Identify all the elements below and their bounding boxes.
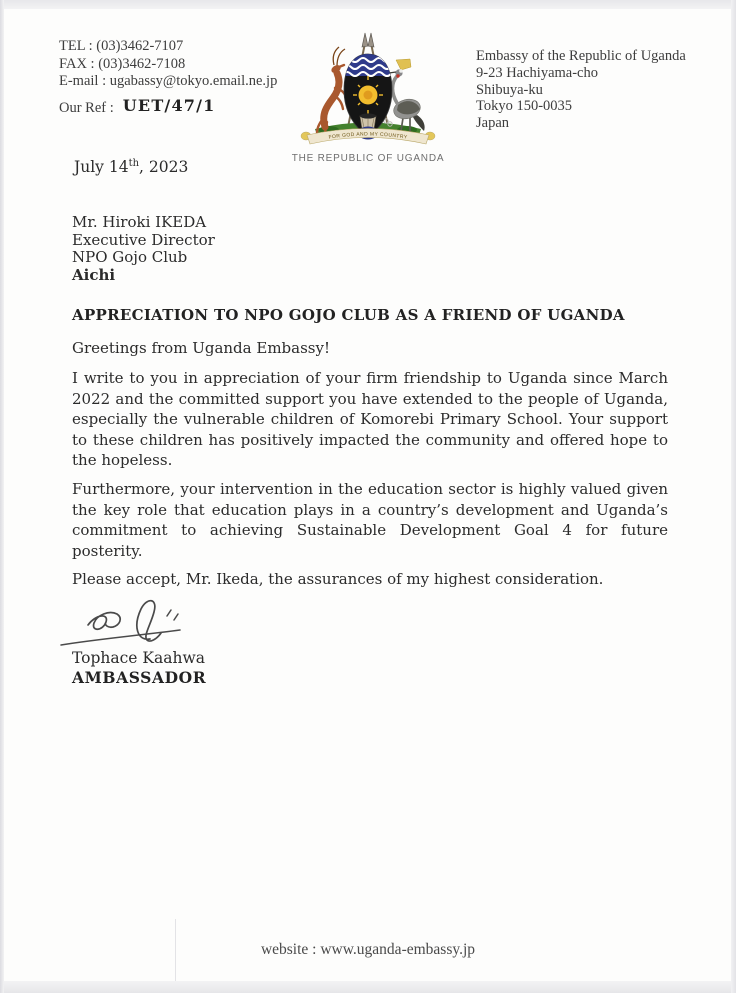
ref-number: UET/47/1 (122, 96, 216, 115)
embassy-address-block (476, 48, 686, 132)
date-day: July 14 (74, 158, 129, 177)
coat-of-arms-icon (289, 32, 447, 145)
tel-line: TEL : (03)3462-7107 (59, 38, 184, 54)
email-line: E-mail : ugabassy@tokyo.email.ne.jp (59, 73, 278, 89)
ref-label: Our Ref : (59, 100, 114, 116)
body-paragraph: I write to you in appreciation of your firm friendship to Uganda since March 2022 and the committed support you have extended to the people of Uganda, especially the vulnerable children of Komorebi Primary School. Your support to these children has positively impacted the community and offered hope to the hopeless. (72, 369, 668, 470)
republic-label: THE REPUBLIC OF UGANDA (291, 153, 445, 164)
body-paragraph: Please accept, Mr. Ikeda, the assurances of my highest consideration. (72, 570, 604, 589)
uganda-coat-of-arms (284, 32, 452, 164)
reference-row (59, 96, 216, 117)
fax-line: FAX : (03)3462-7108 (59, 55, 186, 72)
signature-block (58, 594, 206, 687)
subject-line: APPRECIATION TO NPO GOJO CLUB AS A FRIEND OF UGANDA (72, 306, 625, 324)
motto-text: FOR GOD AND MY COUNTRY (328, 131, 408, 141)
address-line: Embassy of the Republic of Uganda (476, 48, 686, 64)
address-line: Tokyo 150-0035 (476, 98, 573, 115)
address-line: 9-23 Hachiyama-cho (476, 64, 598, 81)
recipient-block (72, 214, 215, 284)
kob-antelope-icon (317, 47, 347, 133)
letter-body (72, 368, 668, 598)
recipient-city: Aichi (72, 265, 116, 284)
recipient-org: NPO Gojo Club (72, 248, 188, 267)
scan-edge-right (731, 0, 736, 993)
letter-date (74, 158, 188, 176)
handwritten-signature-icon (58, 594, 190, 652)
greeting-line: Greetings from Uganda Embassy! (72, 339, 330, 357)
body-paragraph: Furthermore, your intervention in the education sector is highly valued given the key role that education plays in a country’s development and Uganda’s commitment to achieving Sustainable Development Goal 4 for future posterity. (72, 479, 668, 560)
signatory-title: AMBASSADOR (72, 668, 207, 687)
recipient-name: Mr. Hiroki IKEDA (72, 213, 207, 231)
date-year: , 2023 (139, 158, 189, 177)
date-ordinal: th (128, 158, 140, 169)
address-line: Shibuya-ku (476, 81, 543, 98)
recipient-title: Executive Director (72, 230, 215, 249)
embassy-contact-block (59, 38, 277, 91)
signatory-name: Tophace Kaahwa (72, 649, 205, 667)
scan-edge-top (0, 0, 736, 9)
address-line: Japan (476, 115, 510, 132)
scan-edge-bottom (0, 981, 736, 993)
website-footer: website : www.uganda-embassy.jp (260, 941, 476, 958)
scan-edge-left (0, 0, 4, 993)
